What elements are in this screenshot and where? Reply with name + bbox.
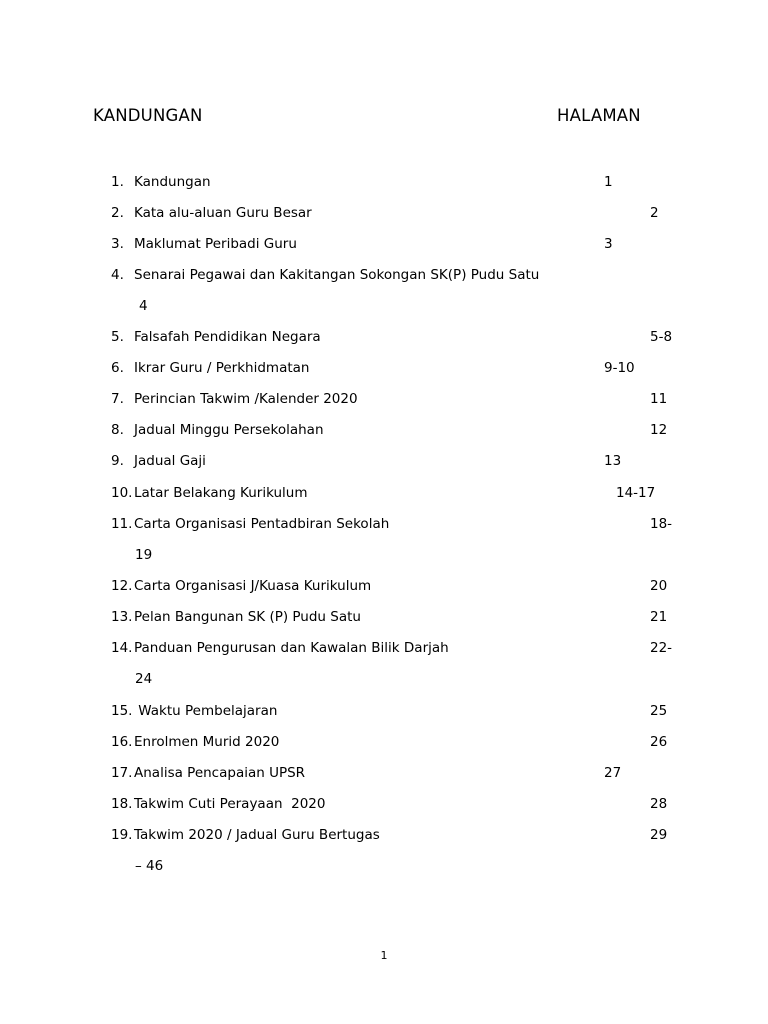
toc-entry-page-continued: 24 [135, 671, 153, 687]
toc-entry-number: 2. [111, 205, 124, 221]
toc-entry-title: Pelan Bangunan SK (P) Pudu Satu [134, 609, 361, 625]
toc-entry-number: 8. [111, 422, 124, 438]
toc-entry-page: 13 [604, 453, 622, 469]
page-column-heading: HALAMAN [557, 106, 641, 125]
toc-entry-number: 19. [111, 827, 133, 843]
toc-entry-number: 9. [111, 453, 124, 469]
toc-entry-title: Senarai Pegawai dan Kakitangan Sokongan SK(P) Pudu Satu [134, 267, 540, 283]
toc-entry-page: 4 [139, 298, 148, 314]
toc-entry-page: 5-8 [650, 329, 673, 345]
toc-entry-number: 14. [111, 640, 133, 656]
toc-entry-number: 15. [111, 703, 133, 719]
toc-entry-page: 20 [650, 578, 668, 594]
toc-entry-title: Enrolmen Murid 2020 [134, 734, 280, 750]
toc-entry-title: Maklumat Peribadi Guru [134, 236, 297, 252]
toc-entry-number: 6. [111, 360, 124, 376]
toc-entry-title: Jadual Minggu Persekolahan [134, 422, 324, 438]
toc-entry-page: 3 [604, 236, 613, 252]
toc-entry-page: 21 [650, 609, 668, 625]
page-footer-number: 1 [380, 949, 388, 962]
toc-entry-number: 17. [111, 765, 133, 781]
toc-entry-page: 11 [650, 391, 668, 407]
toc-entry-title: Carta Organisasi J/Kuasa Kurikulum [134, 578, 372, 594]
toc-entry-number: 13. [111, 609, 133, 625]
toc-entry-number: 3. [111, 236, 124, 252]
toc-entry-number: 10. [111, 485, 133, 501]
toc-entry-page: 14-17 [616, 485, 656, 501]
toc-entry-title: Latar Belakang Kurikulum [134, 485, 308, 501]
toc-entry-title: Carta Organisasi Pentadbiran Sekolah [134, 516, 390, 532]
toc-entry-title: Waktu Pembelajaran [134, 703, 278, 719]
toc-entry-title: Takwim Cuti Perayaan 2020 [134, 796, 326, 812]
toc-entry-page-continued: – 46 [135, 858, 164, 874]
toc-entry-page: 9-10 [604, 360, 635, 376]
toc-entry-title: Takwim 2020 / Jadual Guru Bertugas [134, 827, 380, 843]
toc-entry-page: 2 [650, 205, 659, 221]
toc-entry-number: 1. [111, 174, 124, 190]
toc-entry-number: 11. [111, 516, 133, 532]
toc-entry-title: Perincian Takwim /Kalender 2020 [134, 391, 358, 407]
toc-entry-title: Falsafah Pendidikan Negara [134, 329, 321, 345]
toc-entry-page: 28 [650, 796, 668, 812]
toc-entry-page: 12 [650, 422, 668, 438]
toc-heading: KANDUNGAN [93, 106, 203, 125]
toc-entry-number: 12. [111, 578, 133, 594]
toc-entry-page: 25 [650, 703, 668, 719]
toc-entry-number: 7. [111, 391, 124, 407]
toc-entry-number: 18. [111, 796, 133, 812]
toc-entry-number: 4. [111, 267, 124, 283]
toc-entry-title: Analisa Pencapaian UPSR [134, 765, 306, 781]
toc-entry-page-continued: 19 [135, 547, 153, 563]
toc-entry-page: 27 [604, 765, 622, 781]
toc-entry-title: Panduan Pengurusan dan Kawalan Bilik Darjah [134, 640, 449, 656]
toc-entry-title: Kata alu-aluan Guru Besar [134, 205, 312, 221]
toc-entry-title: Kandungan [134, 174, 211, 190]
toc-entry-page: 22- [650, 640, 673, 656]
toc-entry-number: 5. [111, 329, 124, 345]
toc-entry-number: 16. [111, 734, 133, 750]
toc-entry-page: 18- [650, 516, 673, 532]
toc-entry-page: 26 [650, 734, 668, 750]
toc-entry-page: 1 [604, 174, 613, 190]
toc-entry-page: 29 [650, 827, 668, 843]
toc-entry-title: Jadual Gaji [134, 453, 206, 469]
toc-entry-title: Ikrar Guru / Perkhidmatan [134, 360, 310, 376]
